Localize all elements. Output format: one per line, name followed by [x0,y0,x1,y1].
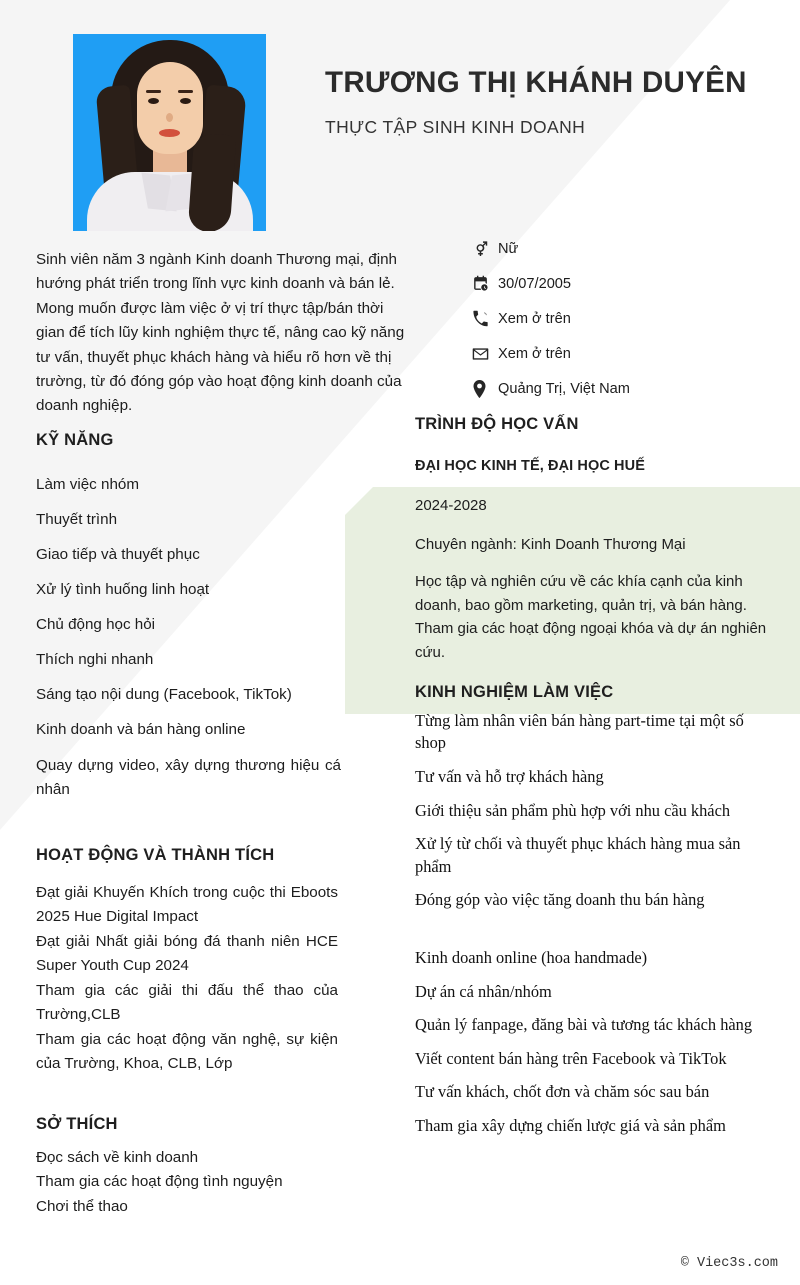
hobby-item: Đọc sách về kinh doanh [36,1148,199,1166]
activity-item: Đạt giải Khuyến Khích trong cuộc thi Eboots 2025 Hue Digital Impact [36,883,338,926]
education-school: ĐẠI HỌC KINH TẾ, ĐẠI HỌC HUẾ [415,458,645,474]
skill-item: Thuyết trình [36,510,118,528]
experience-item: Kinh doanh online (hoa handmade) [415,947,648,967]
right-column [415,415,775,1149]
contact-row-gender [472,231,792,266]
activity-item: Tham gia các giải thi đấu thể thao của Trường,CLB [36,981,338,1024]
candidate-name: TRƯƠNG THỊ KHÁNH DUYÊN [325,66,747,99]
location-icon [472,380,498,398]
experience-item: Dự án cá nhân/nhóm [415,981,552,1001]
footer-credit: © Viec3s.com [680,1256,778,1271]
contact-value-email: Xem ở trên [498,345,571,362]
cv-header [0,0,800,240]
section-title-experience: KINH NGHIỆM LÀM VIỆC [415,682,614,701]
section-title-skills: KỸ NĂNG [36,430,114,449]
experience-item: Giới thiệu sản phẩm phù hợp với nhu cầu khách [415,800,731,820]
skill-item: Kinh doanh và bán hàng online [36,720,246,738]
skill-item: Chủ động học hỏi [36,615,156,633]
skill-item: Thích nghi nhanh [36,650,154,668]
education-period: 2024-2028 [415,497,487,514]
experience-item: Viết content bán hàng trên Facebook và TikTok [415,1048,727,1068]
contact-value-gender: Nữ [498,240,519,257]
experience-item: Tư vấn khách, chốt đơn và chăm sóc sau bán [415,1082,710,1102]
skill-item: Giao tiếp và thuyết phục [36,545,200,563]
skill-item: Quay dựng video, xây dựng thương hiệu cá nhân [36,756,341,798]
activity-item: Tham gia các hoạt động văn nghệ, sự kiện của Trường, Khoa, CLB, Lớp [36,1030,338,1073]
hobby-item: Chơi thể thao [36,1197,128,1215]
phone-icon [472,310,498,327]
experience-item: Tư vấn và hỗ trợ khách hàng [415,767,604,786]
skill-item: Xử lý tình huống linh hoạt [36,580,210,598]
activity-item: Đạt giải Nhất giải bóng đá thanh niên HCE Super Youth Cup 2024 [36,932,338,975]
skill-item: Sáng tạo nội dung (Facebook, TikTok) [36,685,292,703]
contact-row-email [472,336,792,371]
calendar-icon [472,275,498,292]
email-icon [472,347,498,361]
experience-item: Đóng góp vào việc tăng doanh thu bán hàng [415,890,705,910]
experience-item: Xử lý từ chối và thuyết phục khách hàng mua sản phẩm [415,834,741,876]
experience-item: Từng làm nhân viên bán hàng part-time tại một số shop [415,710,744,753]
skill-item: Làm việc nhóm [36,475,139,493]
hobby-item: Tham gia các hoạt động tình nguyện [36,1173,283,1191]
candidate-job-title: THỰC TẬP SINH KINH DOANH [325,117,586,137]
summary-text: Sinh viên năm 3 ngành Kinh doanh Thương mại, định hướng phát triển trong lĩnh vực kinh doanh và bán lẻ. Mong muốn được làm việc ở vị trí thực tập/bán thời gian để tích lũy kinh nghiệm thực tế, nâng cao kỹ năng tư vấn, thuyết phục khách hàng và hiểu rõ hơn về thị trường, từ đó đóng góp vào hoạt động kinh doanh của doanh nghiệp. [36,251,405,415]
gender-icon [472,240,498,257]
section-title-activities: HOẠT ĐỘNG VÀ THÀNH TÍCH [36,845,275,864]
experience-item: Quản lý fanpage, đăng bài và tương tác khách hàng [415,1015,753,1035]
profile-photo [73,34,266,231]
contact-value-phone: Xem ở trên [498,310,571,327]
contact-row-phone [472,301,792,336]
left-column [36,248,411,1219]
contact-row-birthdate [472,266,792,301]
section-title-hobbies: SỞ THÍCH [36,1114,118,1133]
section-title-education: TRÌNH ĐỘ HỌC VẤN [415,415,579,433]
contact-row-location [472,371,792,406]
education-description: Học tập và nghiên cứu về các khía cạnh của kinh doanh, bao gồm marketing, quản trị, và bán hàng. Tham gia các hoạt động ngoại khóa và dự án nghiên cứu. [415,573,767,662]
experience-item: Tham gia xây dựng chiến lược giá và sản phẩm [415,1115,726,1135]
contact-value-birthdate: 30/07/2005 [498,275,572,292]
contact-list [472,231,792,406]
contact-value-location: Quảng Trị, Việt Nam [498,380,630,397]
education-major: Chuyên ngành: Kinh Doanh Thương Mại [415,536,686,553]
